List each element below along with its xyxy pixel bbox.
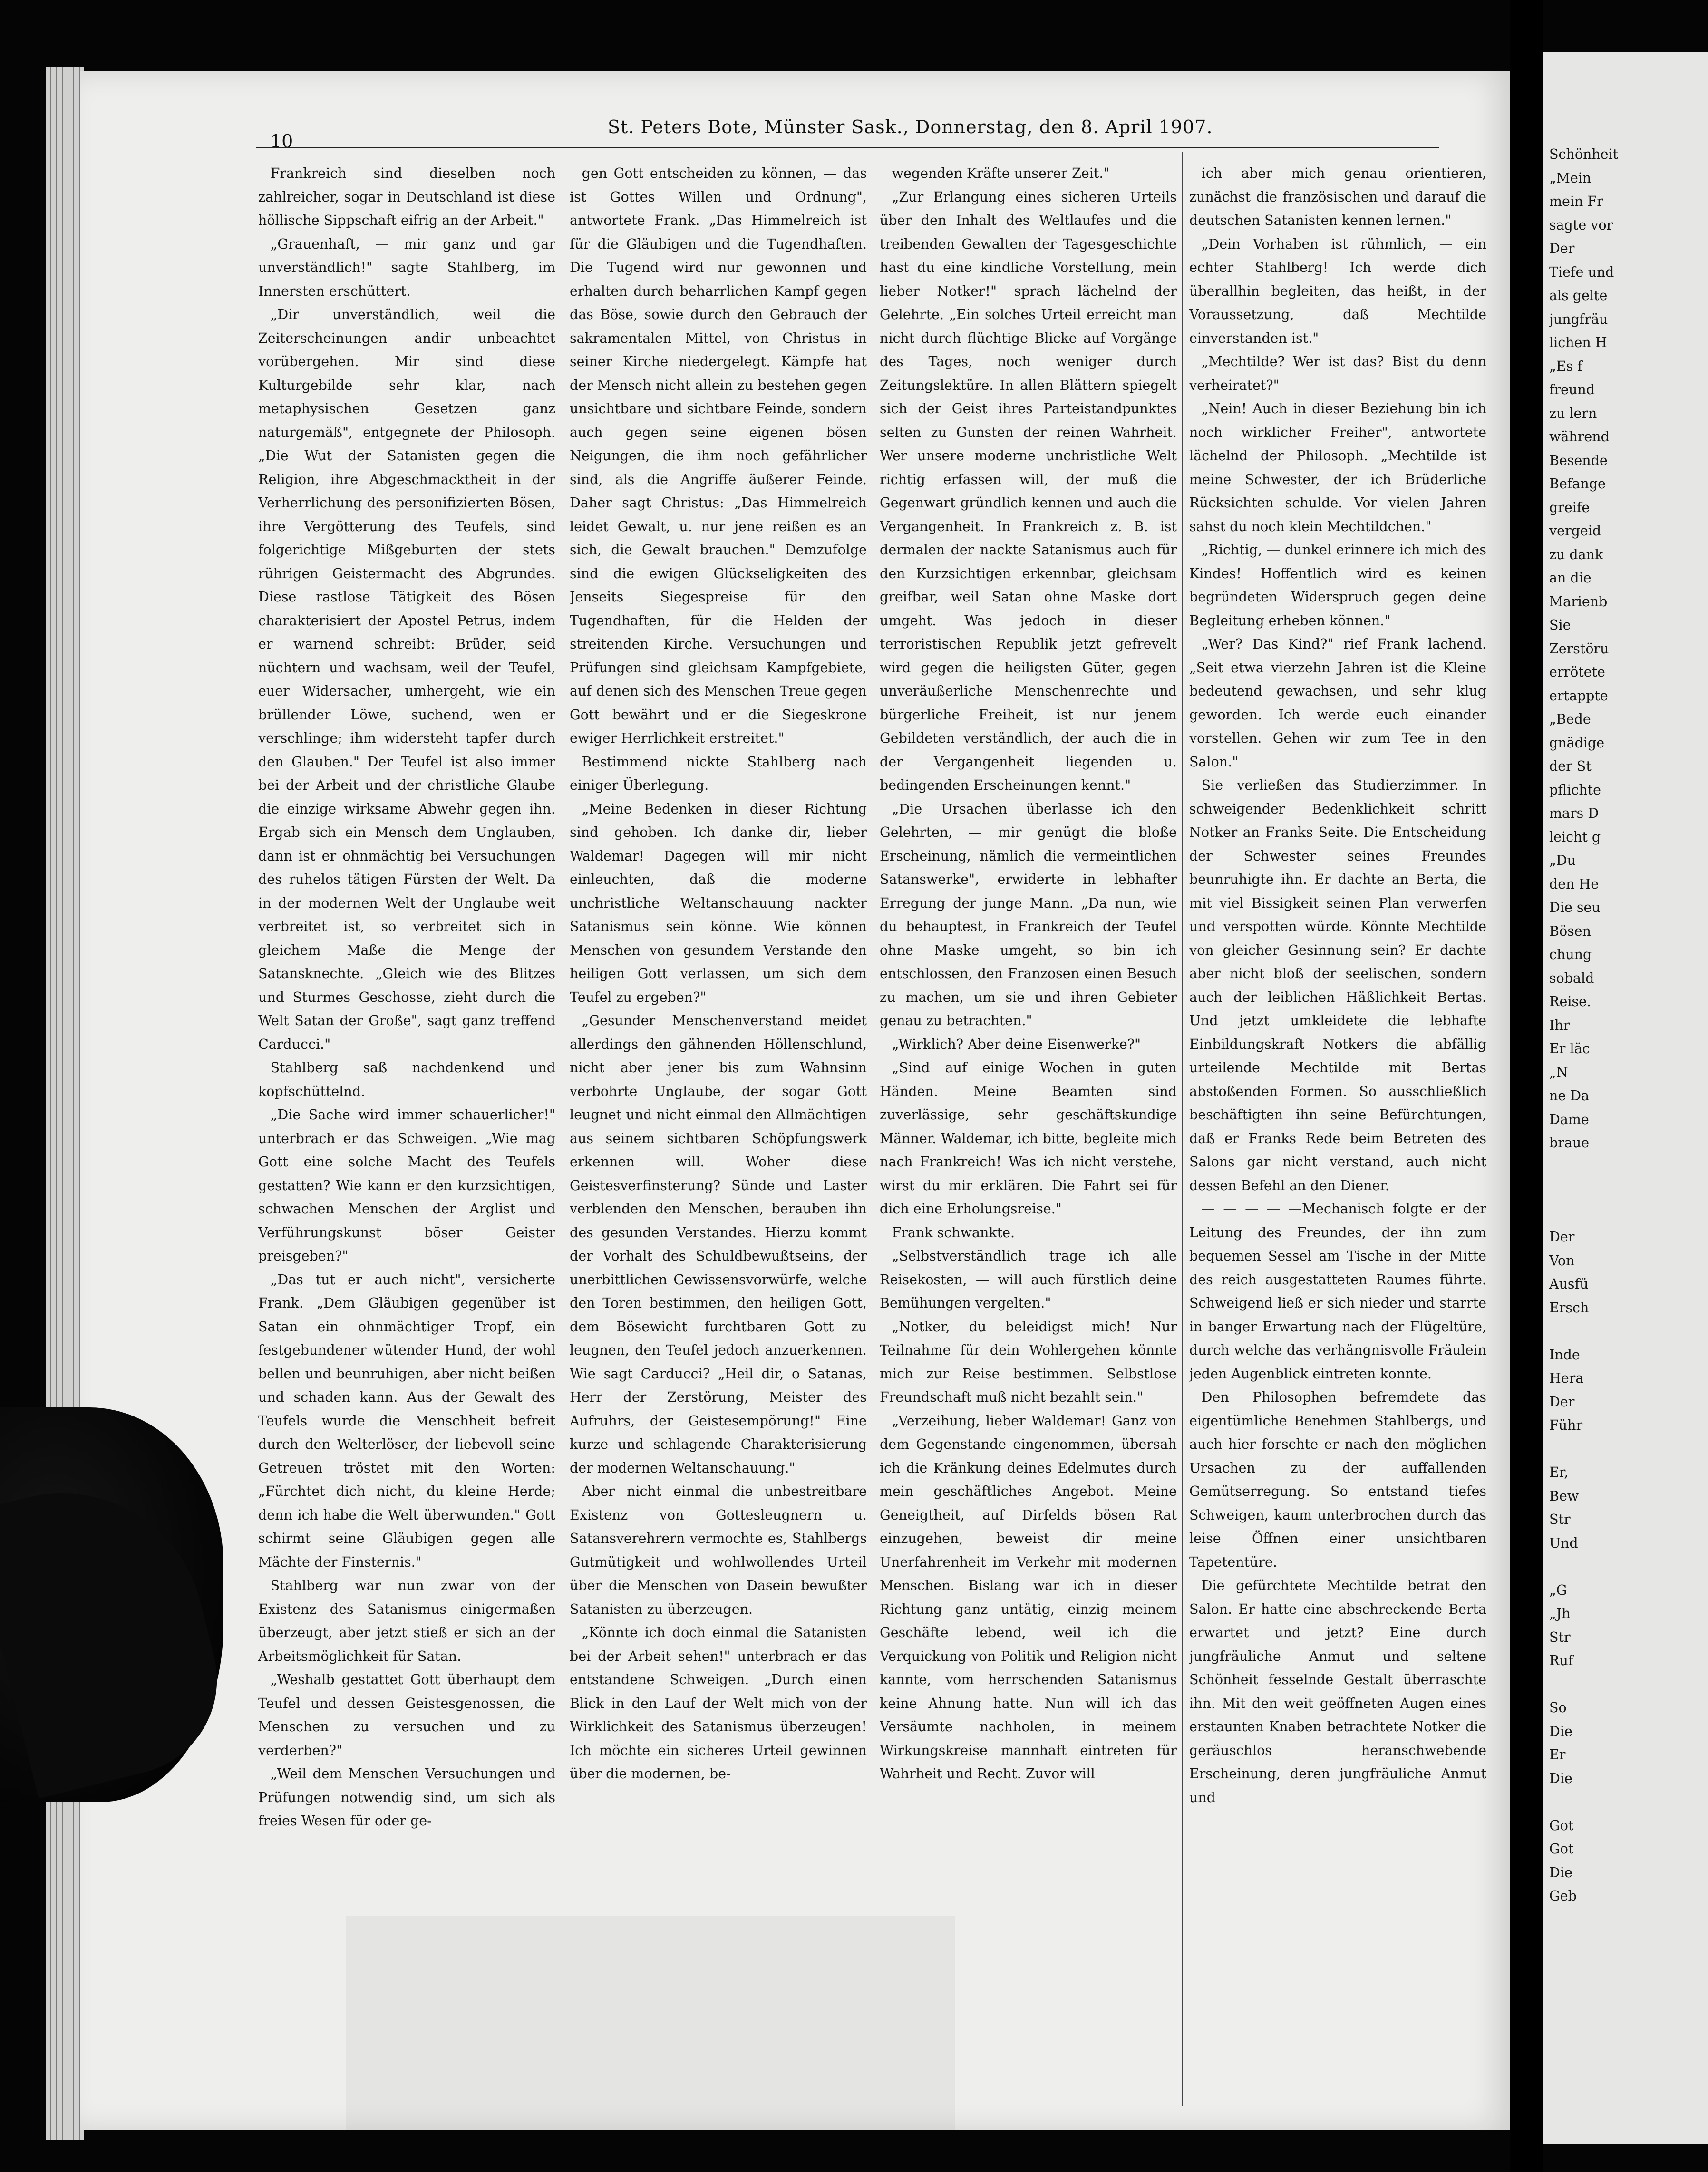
article-paragraph: Stahlberg saß nachdenkend und kopfschüttelnd. [258, 1060, 555, 1099]
adjacent-page-line: Befange [1549, 476, 1606, 492]
adjacent-page-line: als gelte [1549, 288, 1608, 303]
adjacent-page-line: Ausfü [1549, 1276, 1589, 1292]
article-paragraph: „Zur Erlangung eines sicheren Urteils über den Inhalt des Weltlaufes und die treibenden Gewalten der Tagesgeschichte hast du eine kindliche Vorstellung, mein lieber Notker!" sprach lächelnd der Gelehrte. „Ein solches Urteil erreicht man nicht durch flüchtige Blicke auf Vorgänge des Tages, noch weniger durch Zeitungslektüre. In allen Blättern spiegelt sich der Geist ihres Parteistandpunktes selten zu Gunsten der reinen Wahrheit. Wer unsere moderne unchristliche Welt richtig erfassen will, der muß die Gegenwart gründlich kennen und auch die Vergangenheit. In Frankreich z. B. ist dermalen der nackte Satanismus auch für den Kurzsichtigen erkennbar, gleichsam greifbar, weil Satan ohne Maske dort umgeht. Was jedoch in dieser terroristischen Republik jetzt gefrevelt wird gegen die heiligsten Güter, gegen unveräußerliche Menschenrechte und bürgerliche Freiheit, ist nur jenem Gebildeten verständlich, der auch die in der Vergangenheit liegenden u. bedingenden Erscheinungen kennt." [880, 189, 1177, 793]
article-paragraph: „Die Ursachen überlasse ich den Gelehrten, — mir genügt die bloße Erscheinung, nämlich die vermeintlichen Satanswerke", erwiderte in lebhafter Erregung der junge Mann. „Da nun, wie du behauptest, in Frankreich der Teufel ohne Maske umgeht, so bin ich entschlossen, den Franzosen einen Besuch zu machen, um sie und ihren Gebieter genau zu betrachten." [880, 801, 1177, 1028]
adjacent-page-line: zu dank [1549, 546, 1603, 562]
article-paragraph: „Grauenhaft, — mir ganz und gar unverständlich!" sagte Stahlberg, im Innersten erschüttert. [258, 236, 555, 299]
adjacent-page-line: Die seu [1549, 900, 1601, 915]
adjacent-page-line: Sie [1549, 617, 1571, 633]
article-paragraph: Bestimmend nickte Stahlberg nach einiger Überlegung. [570, 754, 867, 793]
adjacent-page-line: Er [1549, 1747, 1566, 1763]
adjacent-page-line: vergeid [1549, 523, 1601, 539]
article-paragraph: „Dein Vorhaben ist rühmlich, — ein echter Stahlberg! Ich werde dich überallhin begleiten, das heißt, in der Voraussetzung, daß Mechtilde einverstanden ist." [1189, 236, 1486, 346]
adjacent-page-line: Tiefe und [1549, 264, 1614, 280]
adjacent-page-line: Besende [1549, 452, 1608, 468]
article-paragraph: „Mechtilde? Wer ist das? Bist du denn verheiratet?" [1189, 354, 1486, 393]
adjacent-page-line: freund [1549, 382, 1595, 398]
article-paragraph: wegenden Kräfte unserer Zeit." [892, 165, 1110, 181]
adjacent-page-line: „Jh [1549, 1606, 1571, 1621]
adjacent-page-line: „G [1549, 1582, 1567, 1598]
article-paragraph: „Sind auf einige Wochen in guten Händen. Meine Beamten sind zuverlässige, sehr geschäftskundige Männer. Waldemar, ich bitte, begleite mich nach Frankreich! Was ich nicht verstehe, wirst du mir erklären. Die Fahrt sei für dich eine Erholungsreise." [880, 1060, 1177, 1217]
adjacent-page-line: Got [1549, 1817, 1574, 1833]
article-paragraph: „Dir unverständlich, weil die Zeiterscheinungen andir unbeachtet vorübergehen. Mir sind diese Kulturgebilde sehr klar, nach metaphysischen Gesetzen ganz naturgemäß", entgegnete der Philosoph. „Die Wut der Satanisten gegen die Religion, ihre Abgeschmacktheit in der Verherrlichung des personifizierten Bösen, ihre Vergötterung des Teufels, sind folgerichtige Mißgeburten der stets rührigen Geistermacht des Abgrundes. Diese rastlose Tätigkeit des Bösen charakterisiert der Apostel Petrus, indem er warnend schreibt: Brüder, seid nüchtern und wachsam, weil der Teufel, euer Widersacher, umhergeht, wie ein brüllender Löwe, suchend, wen er verschlinge; ihm widersteht tapfer durch den Glauben." Der Teufel ist also immer bei der Arbeit und der christliche Glaube die einzige wirksame Abwehr gegen ihn. Ergab sich ein Mensch dem Unglauben, dann ist er ohnmächtig bei Versuchungen des ruhelos tätigen Fürsten der Welt. Da in der modernen Welt der Unglaube weit verbreitet ist, so verbreitet sich in gleichem Maße die Menge der Satansknechte. „Gleich wie des Blitzes und Sturmes Geschosse, zieht durch die Welt Satan der Große", sagt ganz treffend Carducci." [258, 307, 555, 1052]
adjacent-page-line: Ihr [1549, 1017, 1570, 1033]
newspaper-title: St. Peters Bote, Münster Sask., Donnerstag, den 8. April 1907. [608, 116, 1213, 137]
adjacent-page-line: Ruf [1549, 1653, 1573, 1668]
adjacent-page-line: braue [1549, 1135, 1590, 1151]
article-paragraph: „Nein! Auch in dieser Beziehung bin ich noch wirklicher Freiher", antwortete lächelnd der Philosoph. „Mechtilde ist meine Schwester, der ich Brüderliche Rücksichten schulde. Vor vielen Jahren sahst du noch klein Mechtildchen." [1189, 401, 1486, 534]
article-paragraph: „Weil dem Menschen Versuchungen und Prüfungen notwendig sind, um sich als freies Wesen für oder ge- [258, 1766, 555, 1829]
adjacent-page-line: Die [1549, 1864, 1572, 1881]
adjacent-page-line: Und [1549, 1535, 1578, 1551]
article-paragraph: „Wirklich? Aber deine Eisenwerke?" [892, 1036, 1141, 1052]
article-paragraph: Stahlberg war nun zwar von der Existenz des Satanismus einigermaßen überzeugt, aber jetzt stieß er sich an der Arbeitsmöglichkeit für Satan. [258, 1578, 555, 1664]
adjacent-page-line: ertappte [1549, 688, 1608, 704]
adjacent-page-line: greife [1549, 499, 1590, 515]
adjacent-page-line: den He [1549, 876, 1599, 892]
column-divider [1182, 152, 1183, 2106]
adjacent-page-line: sobald [1549, 970, 1594, 986]
article-paragraph: gen Gott entscheiden zu können, — das ist Gottes Willen und Ordnung", antwortete Frank. „Das Himmelreich ist für die Gläubigen und die Tugendhaften. Die Tugend wird nur gewonnen und erhalten durch beharrlichen Kampf gegen das Böse, sowie durch den Gebrauch der sakramentalen Mittel, von Christus in seiner Kirche niedergelegt. Kämpfe hat der Mensch nicht allein zu bestehen gegen unsichtbare und sichtbare Feinde, sondern auch gegen seine eigenen bösen Neigungen, die ihm noch gefährlicher sind, als die Angriffe äußerer Feinde. Daher sagt Christus: „Das Himmelreich leidet Gewalt, u. nur jene reißen es an sich, die Gewalt brauchen." Demzufolge sind die ewigen Glückseligkeiten des Jenseits Siegespreise für den Tugendhaften, für die Helden der streitenden Kirche. Versuchungen und Prüfungen sind gleichsam Kampfgebiete, auf denen sich des Menschen Treue gegen Gott bewährt und er die Siegeskrone ewiger Herrlichkeit erstreitet." [570, 165, 867, 746]
adjacent-page-line: So [1549, 1700, 1567, 1716]
adjacent-page-line: mars D [1549, 805, 1599, 821]
page-stack-edge [46, 67, 84, 2140]
article-paragraph: Sie verließen das Studierzimmer. In schweigender Bedenklichkeit schritt Notker an Franks Seite. Die Entscheidung der Schwester seines Freundes beunruhigte ihn. Er dachte an Berta, die mit viel Bissigkeit seinen Plan verwerfen und verspotten würde. Könnte Mechtilde von gleicher Gesinnung sein? Er dachte aber nicht bloß der seelischen, sondern auch der leiblichen Häßlichkeit Bertas. Und jetzt umkleidete die lebhafte Einbildungskraft Notkers die abfällig urteilende Mechtilde mit Bertas abstoßenden Formen. So ausschließlich beschäftigten ihn seine Befürchtungen, daß er Franks Rede beim Betreten des Salons gar nicht verstand, auch nicht dessen Befehl an den Diener. [1189, 777, 1486, 1193]
adjacent-page-line: mein Fr [1549, 194, 1603, 209]
adjacent-page-line: der St [1549, 758, 1592, 774]
adjacent-page-line [1549, 1178, 1706, 1202]
article-paragraph: Den Philosophen befremdete das eigentümliche Benehmen Stahlbergs, und auch hier forschte er nach den möglichen Ursachen zu der auffallenden Gemütserregung. So entstand tiefes Schweigen, kaum unterbrochen durch das leise Öffnen einer unsichtbaren Tapetentüre. [1189, 1389, 1486, 1570]
adjacent-page-line: Marienb [1549, 593, 1608, 610]
faded-print-area [346, 1916, 955, 2130]
adjacent-page-line [1549, 1202, 1706, 1226]
adjacent-page-line: Geb [1549, 1888, 1577, 1904]
adjacent-page-line [1549, 1555, 1706, 1579]
adjacent-page-line: „Du [1549, 853, 1576, 868]
adjacent-page-line: Str [1549, 1629, 1571, 1645]
adjacent-page-line: Die [1549, 1723, 1572, 1739]
page-header [80, 116, 1510, 150]
adjacent-page-line: leicht g [1549, 829, 1601, 845]
adjacent-page-line [1549, 1437, 1706, 1461]
adjacent-page-line: „Es f [1549, 358, 1582, 374]
text-column-1 [258, 162, 555, 2111]
adjacent-page-line: „Mein [1549, 170, 1592, 186]
adjacent-page-line: Führ [1549, 1417, 1583, 1433]
adjacent-page-line: pflichte [1549, 782, 1601, 798]
adjacent-page-line: während [1549, 429, 1610, 445]
article-paragraph: „Richtig, — dunkel erinnere ich mich des Kindes! Hoffentlich wird es keinen begründeten Widerspruch gegen deine Begleitung erheben können." [1189, 542, 1486, 629]
adjacent-page-line: gnädige [1549, 735, 1605, 751]
adjacent-page-line: „N [1549, 1064, 1568, 1080]
adjacent-page-line [1549, 1673, 1706, 1697]
article-paragraph: ich aber mich genau orientieren, zunächst die französischen und darauf die deutschen Satanisten kennen lernen." [1189, 165, 1486, 228]
adjacent-page-line [1549, 1155, 1706, 1179]
page-number: 10 [270, 131, 293, 152]
adjacent-page-line: Er läc [1549, 1041, 1590, 1057]
adjacent-page-line [1549, 1319, 1706, 1343]
adjacent-page-line: Der [1549, 241, 1575, 256]
adjacent-page-line: Schönheit [1549, 146, 1619, 162]
text-column-2 [570, 162, 867, 2111]
article-paragraph: „Die Sache wird immer schauerlicher!" unterbrach er das Schweigen. „Wie mag Gott eine solche Macht des Teufels gestatten? Wie kann er den kurzsichtigen, schwachen Menschen der Arglist und Verführungskunst böser Geister preisgeben?" [258, 1107, 555, 1264]
adjacent-page-line: Die [1549, 1770, 1572, 1786]
adjacent-page-line: Er, [1549, 1464, 1569, 1480]
article-paragraph: „Weshalb gestattet Gott überhaupt dem Teufel und dessen Geistesgenossen, die Menschen zu versuchen und zu verderben?" [258, 1672, 555, 1758]
adjacent-page-line: Dame [1549, 1111, 1589, 1127]
adjacent-page-line: Der [1549, 1394, 1575, 1410]
adjacent-page [1543, 52, 1708, 2144]
adjacent-page-line: Hera [1549, 1370, 1584, 1386]
adjacent-page-line: Got [1549, 1841, 1574, 1857]
adjacent-page-text [1549, 143, 1706, 1908]
article-paragraph: — — — — —Mechanisch folgte er der Leitung des Freundes, der ihn zum bequemen Sessel am Tische in der Mitte des reich ausgestatteten Raumes führte. Schweigend ließ er sich nieder und starrte in banger Erwartung nach der Flügeltüre, durch welche das verhängnisvolle Fräulein jeden Augenblick eintreten konnte. [1189, 1201, 1486, 1382]
adjacent-page-line: Bew [1549, 1488, 1579, 1504]
text-column-4 [1189, 162, 1486, 2111]
article-paragraph: „Selbstverständlich trage ich alle Reisekosten, — will auch fürstlich deine Bemühungen vergelten." [880, 1248, 1177, 1311]
article-paragraph: „Notker, du beleidigst mich! Nur Teilnahme für dein Wohlergehen könnte mich zur Reise bestimmen. Selbstlose Freundschaft muß nicht bezahlt sein." [880, 1319, 1177, 1405]
article-paragraph: „Wer? Das Kind?" rief Frank lachend. „Seit etwa vierzehn Jahren ist die Kleine bedeutend gewachsen, und sehr klug geworden. Ich werde euch einander vorstellen. Gehen wir zum Tee in den Salon." [1189, 636, 1486, 770]
adjacent-page-line: ne Da [1549, 1088, 1590, 1104]
article-paragraph: Frankreich sind dieselben noch zahlreicher, sogar in Deutschland ist diese höllische Sippschaft eifrig an der Arbeit." [258, 165, 555, 228]
adjacent-page-line: Zerstöru [1549, 640, 1609, 657]
book-gutter [1510, 0, 1543, 2172]
article-paragraph: „Das tut er auch nicht", versicherte Frank. „Dem Gläubigen gegenüber ist Satan ein ohnmächtiger Tropf, ein festgebundener wütender Hund, der wohl bellen und beunruhigen, aber nicht beißen und schaden kann. Aus der Gewalt des Teufels wurde die Menschheit befreit durch den Welterlöser, der liebevoll seine Getreuen tröstet mit den Worten: „Fürchtet dich nicht, du kleine Herde; denn ich habe die Welt überwunden." Gott schirmt seine Gläubigen gegen alle Mächte der Finsternis." [258, 1271, 555, 1570]
newspaper-page [80, 71, 1510, 2130]
article-paragraph: „Könnte ich doch einmal die Satanisten bei der Arbeit sehen!" unterbrach er das entstandene Schweigen. „Durch einen Blick in den Lauf der Welt mich von der Wirklichkeit des Satanismus überzeugen! Ich möchte ein sicheres Urteil gewinnen über die modernen, be- [570, 1625, 867, 1782]
adjacent-page-line: errötete [1549, 664, 1605, 680]
adjacent-page-line: Ersch [1549, 1299, 1589, 1316]
adjacent-page-line: jungfräu [1549, 311, 1608, 327]
adjacent-page-line: chung [1549, 947, 1592, 962]
adjacent-page-line: zu lern [1549, 405, 1597, 421]
header-rule [256, 147, 1439, 148]
text-column-3 [880, 162, 1177, 2111]
adjacent-page-line: Reise. [1549, 994, 1591, 1009]
adjacent-page-line: sagte vor [1549, 217, 1613, 233]
adjacent-page-line: Bösen [1549, 923, 1591, 939]
article-paragraph: „Verzeihung, lieber Waldemar! Ganz von dem Gegenstande eingenommen, übersah ich die Kränkung deines Edelmutes durch mein geschäftliches Angebot. Meine Geneigtheit, auf Dirfelds bösen Rat einzugehen, beweist dir meine Unerfahrenheit im Verkehr mit modernen Menschen. Bislang war ich in dieser Richtung ganz untätig, einzig meinem Geschäfte lebend, weil ich die Verquickung von Politik und Religion nicht kannte, vom herrschenden Satanismus keine Ahnung hatte. Nun will ich das Versäumte nachholen, in meinem Wirkungskreise mannhaft eintreten für Wahrheit und Recht. Zuvor will [880, 1413, 1177, 1782]
article-paragraph: Aber nicht einmal die unbestreitbare Existenz von Gottesleugnern u. Satansverehrern vermochte es, Stahlbergs Gutmütigkeit und wohlwollendes Urteil über die Menschen von Dasein bewußter Satanisten zu überzeugen. [570, 1484, 867, 1617]
article-paragraph: „Meine Bedenken in dieser Richtung sind gehoben. Ich danke dir, lieber Waldemar! Dagegen will mir nicht einleuchten, daß die moderne unchristliche Weltanschauung nackter Satanismus sein könne. Wie können Menschen von gesundem Verstande den heiligen Gott verlassen, um sich dem Teufel zu ergeben?" [570, 801, 867, 1005]
adjacent-page-line [1549, 1790, 1706, 1814]
article-paragraph: Frank schwankte. [892, 1224, 1015, 1241]
adjacent-page-line: „Bede [1549, 711, 1591, 727]
adjacent-page-line: an die [1549, 570, 1592, 586]
adjacent-page-line: Von [1549, 1252, 1575, 1269]
adjacent-page-line: Inde [1549, 1347, 1580, 1363]
article-paragraph: Die gefürchtete Mechtilde betrat den Salon. Er hatte eine abschreckende Berta erwartet und jetzt? Eine durch jungfräuliche Anmut und seltene Schönheit fesselnde Gestalt überraschte ihn. Mit den weit geöffneten Augen eines erstaunten Knaben betrachtete Notker die geräuschlos heranschwebende Erscheinung, deren jungfräuliche Anmut und [1189, 1578, 1486, 1805]
adjacent-page-line: Der [1549, 1229, 1575, 1245]
adjacent-page-line: Str [1549, 1512, 1571, 1527]
article-paragraph: „Gesunder Menschenverstand meidet allerdings den gähnenden Höllenschlund, nicht aber jener bis zum Wahnsinn verbohrte Unglaube, der sogar Gott leugnet und nicht einmal den Allmächtigen aus seinem sichtbaren Schöpfungswerk erkennen will. Woher diese Geistesverfinsterung? Sünde und Laster verblenden den Menschen, berauben ihn des gesunden Verstandes. Hierzu kommt der Vorhalt des Schuldbewußtseins, der unerbittlichen Gewissensvorwürfe, welche den Toren bestimmen, den heiligen Gott, dem Bösewicht furchtbaren Gott zu leugnen, den Teufel jedoch anzuerkennen. Wie sagt Carducci? „Heil dir, o Satanas, Herr der Zerstörung, Meister des Aufruhrs, der Geistesempörung!" Eine kurze und schlagende Charakterisierung der modernen Weltanschauung." [570, 1013, 867, 1476]
adjacent-page-line: lichen H [1549, 335, 1607, 350]
